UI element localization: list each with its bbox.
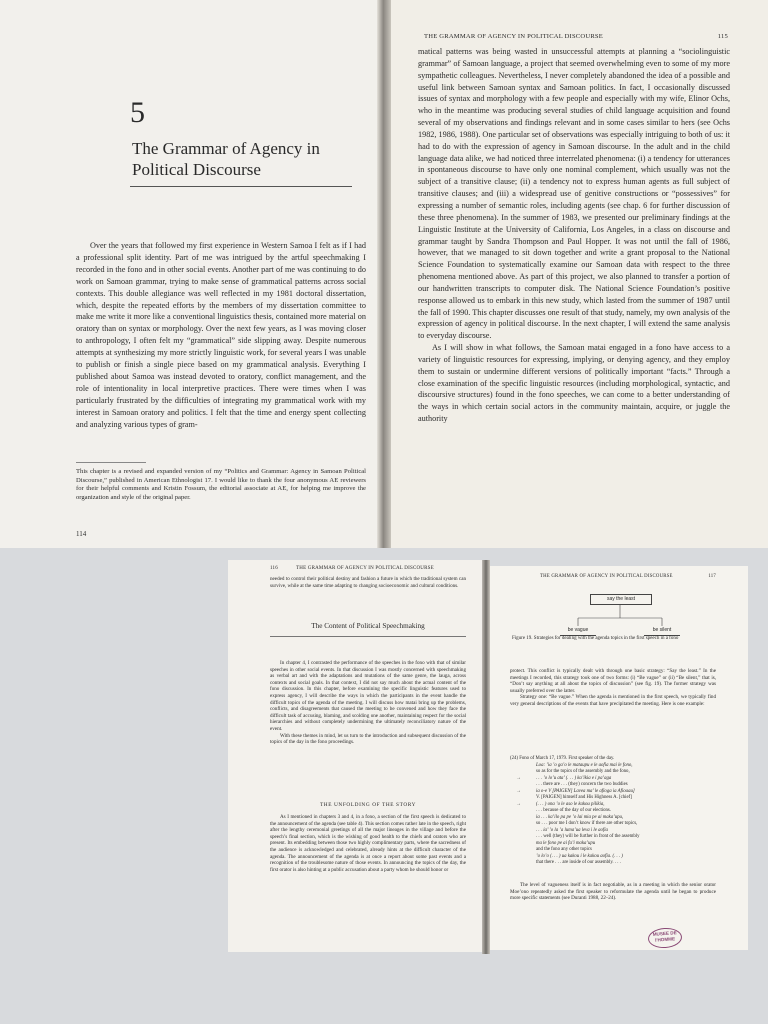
example-text: ma le fono pe ai fa’i maka’upu xyxy=(536,840,596,846)
page-116-paragraph-1: In chapter 4, I contrasted the performance of the speeches in the fono with that of similar speeches in other social events. In that discussion I was mostly concerned with speechmaking as verbal art and with the adaptations and mutations of the same genre, the lauga, across contexts and social goals. In that context, I did not say much about the actual content of the fono discussion. In this chapter, before examining the specific linguistic features used to express agency, I will describe the ways in which the participants in the event handle the difficult topics of the agenda of the meeting. I will discuss how matai bring up the problems, conflicts, and disagreements that caused the meeting to be convened and how they face the difficult task of accusing, blaming, and scolding one another, maintaining respect for the social hierarchies and without completely undermining the ultimately reconciliatory nature of the event. xyxy=(270,660,466,732)
page-117-paragraph-2: Strategy one: “Be vague.” When the agenda is mentioned in the first speech, we typically find very general descriptions of the events that have precipitated the meeting. Here is one example: xyxy=(510,694,716,707)
figure-node-be-silent: be silent xyxy=(644,626,680,636)
subsection-title: THE UNFOLDING OF THE STORY xyxy=(319,802,417,808)
figure-node-say-the-least: say the least xyxy=(590,594,652,605)
example-arrow: → xyxy=(516,775,521,781)
section-rule xyxy=(270,636,466,637)
page-number-117: 117 xyxy=(708,574,716,579)
chapter-title-line1: The Grammar of Agency in xyxy=(132,139,320,158)
example-line xyxy=(510,860,716,867)
page-114-body: Over the years that followed my first experience in Western Samoa I felt as if I had a professional split identity. Part of me was intrigued by the artful speechmaking I recorded in the fono and in other social events. Another part of me was continuing to do work on Samoan grammar, trying to make sense of grammatical patterns across social contexts. This double allegiance was well reflected in my 1981 doctoral dissertation, which, despite the repeated efforts by the members of my dissertation committee to make me write it more like a conventional linguistics thesis, contained more material on oratory than on syntax or morphology. Over the next few years, as I was moving closer to anthropology, I often felt my “grammatical” side slipping away. Despite numerous attempts at synthesizing my more strictly linguistic work, for several years I was unable to publish or finish a single piece based on my grammatical analysis. Everything I published about Samoa was instead devoted to oratory, conflict management, and the role of intentionality in local interpretive practices. There were times when I was particularly frustrated by the difficulties of integrating my grammatical work with my interest in Samoan oratory and politics. I felt that the time and energy spent collecting and analyzing various types of gram- xyxy=(76,241,366,429)
page-115-body xyxy=(418,46,730,425)
page-116 xyxy=(228,560,486,952)
example-text: ’o lo’o (. . . ) ua kakou i le kakou aofia. (. . . ) xyxy=(536,853,623,859)
example-text: V. [PAIGEN] himself and His Highness A. [chief] xyxy=(536,795,632,800)
example-text: that there . . . are inside of our assembly. . . . xyxy=(536,860,621,865)
example-text: ia o-e V [PAIGEN] Lavea ma’ le afioga ia Afioaau] xyxy=(536,788,635,794)
book-spine xyxy=(482,560,490,954)
chapter-note: This chapter is a revised and expanded version of my “Politics and Grammar: Agency in Samoan Political Discourse,” published in American Ethnologist 17. I would like to thank the four anonymous AE reviewers for their helpful comments and Kristin Fossum, the editorial associate at AE, for helping me improve the organization and style of the original paper. xyxy=(76,468,366,501)
example-text: so as for the topics of the assembly and the fono, xyxy=(536,769,630,774)
page-number-115: 115 xyxy=(717,33,728,40)
example-arrow: → xyxy=(516,801,521,807)
page-116-intro: needed to control their political destiny and fashion a future in which the traditional system can survive, while at the same time adapting to changing socioeconomic and cultural conditions. xyxy=(270,576,466,589)
running-head-title: THE GRAMMAR OF AGENCY IN POLITICAL DISCOURSE xyxy=(296,566,434,571)
figure-caption: Figure 19. Strategies for dealing with the agenda topics in the first speech in a fono xyxy=(512,636,679,641)
page-number-114: 114 xyxy=(76,530,87,538)
running-head-115 xyxy=(424,33,728,40)
example-text: . . . ’o lo’u ata’ (. . . ) ka’ikia e i pa’aga xyxy=(536,775,612,781)
book-gutter xyxy=(377,0,391,548)
running-head-title: THE GRAMMAR OF AGENCY IN POLITICAL DISCOURSE xyxy=(540,574,673,579)
page-115-paragraph-1: matical patterns was being wasted in unsuccessful attempts at planning a “sociolinguistic grammar” of Samoan language, a project that seemed overwhelming even to some of my more sympathetic colleagues. Nevertheless, I never completely abandoned the idea of a possible and useful link between Samoan syntax and Samoan politics. In fact, I occasionally discussed issues of syntax and morphology with a few people and especially with my wife, Elinor Ochs, who in the meantime was producing several studies of child language acquisition and found several of my observations and findings relevant and in some cases similar to hers (see Ochs 1982, 1986, 1988). One particular set of observations was especially intriguing to both of us: it had to do with the expression of agency in Samoan discourse. In the adult and in the child language data alike, we had noticed three interrelated phenomena: (i) a tendency for utterances in spontaneous discourse to have only one nominal complement, which usually was not the subject of a transitive clause; (ii) a tendency not to express human agents as full subject of transitive clauses; and (iii) a widespread use of genitive constructions or “possessives” for expressing a number of semantic roles, including agents (see chap. 6 for further discussion of these three phenomena). In the summer of 1983, we presented our preliminary findings at the Linguistic Institute at the University of California, Los Angeles, in a class on discourse and grammar taught by Sandra Thompson and Paul Hopper. It was not until the fall of 1986, however, that we managed to sit down together and write a grant proposal to the National Science Foundation to systematically examine our Samoan data with respect to the three phenomena mentioned above. As part of this project, we also planned to transfer a portion of our handwritten transcripts to computer disk. The National Science Foundation’s positive response allowed us to embark in this new study, which lasted from the summer of 1987 until the fall of 1990. This chapter discusses one result of that study, namely, my own analysis of the expression of agency in political discourse. In the next chapter, I will extend the same analysis to everyday discourse. xyxy=(418,47,730,341)
running-head-117 xyxy=(540,574,716,579)
example-arrow: → xyxy=(516,788,521,794)
example-text: and the fono any other topics xyxy=(536,847,592,852)
example-text: (. . . ) ona ’o le aso le kakou pilikia, xyxy=(536,801,605,807)
page-117-body xyxy=(510,668,716,708)
chapter-number: 5 xyxy=(130,96,145,129)
stamp-line-2: l'HOMME xyxy=(654,936,676,943)
section-title: The Content of Political Speechmaking xyxy=(311,622,425,630)
page-116-paragraph-2: With these themes in mind, let us turn to the introduction and subsequent discussion of the topics of the day in the fono proceedings. xyxy=(270,732,466,746)
page-number-116: 116 xyxy=(270,566,278,571)
page-117-paragraph-1: protect. This conflict is typically dealt with through one basic strategy: “Say the least.” In the meetings I recorded, this strategy took one of two forms: (i) “Be vague” or (ii) “Be silent,” that is, “Don’t say anything at all about the topics of discussion” (see fig. 19). The former strategy was usually preferred over the latter. xyxy=(510,668,716,694)
example-text: Loa: ’ia ’o ga’o le mataupu e le aofia mai le fono, xyxy=(536,762,633,768)
page-117-paragraph-3: The level of vagueness itself is in fact negotiable, as in a meeting in which the senior orator Moe’ono repeatedly asked the first speaker to reformulate the agenda until he began to produce more specific statements (see Duranti 1988, 22–24). xyxy=(510,882,716,902)
running-head-title: THE GRAMMAR OF AGENCY IN POLITICAL DISCOURSE xyxy=(424,33,604,40)
example-24 xyxy=(510,756,716,867)
example-text: . . . because of the day of our elections. xyxy=(536,808,611,813)
example-text: . . . well (they) will be further in front of the assembly xyxy=(536,834,640,839)
chapter-title xyxy=(132,138,332,180)
example-text: . . . ia’ ’o la ’a luma’ua leva i le aofia xyxy=(536,827,608,833)
figure-node-be-vague: be vague xyxy=(560,626,596,636)
stamp-line-1: MUSEE DE xyxy=(652,930,677,937)
example-text: ia . . . ka’ilo pa pe ’o lai mia pe ai maka’upu, xyxy=(536,814,624,820)
example-text: so . . . poor me I don’t know if there are other topics, xyxy=(536,821,638,826)
example-label: (24) Fono of March 17, 1979. First speaker of the day. xyxy=(510,756,615,761)
page-116-paragraph-3: As I mentioned in chapters 3 and 4, in a fono, a section of the first speech is dedicated to the announcement of the agenda (see table 4). This section comes rather late in the speech, right after the lengthy ceremonial greetings of all the major lineages in the village and before the speech’s final section, which is the wishing of good health to the chiefs and orators who are present. Its embedding between those two highly complimentary parts, where the sacredness of the audience is acknowledged and celebrated, already hints at the difficult character of the agenda. The announcement of the agenda is at once a report about some past events and a recognition of the troublesome nature of those events. In announcing the topics of the day, the first orator is also hinting at a public accusation about a party whom he should honor or xyxy=(270,814,466,873)
example-text: . . . there are . . . (they) concern the two buddies xyxy=(536,782,628,787)
chapter-title-rule xyxy=(130,186,352,187)
page-115-paragraph-2: As I will show in what follows, the Samoan matai engaged in a fono have access to a variety of linguistic resources for expressing, implying, or denying agency, and they employ them to sustain or undermine different versions of politically important “facts.” Through a close examination of the specific linguistic resources (including morphological, syntactic, and discoursive structures) found in the fono speeches, we can come to a better understanding of the ways in which certain social actors in the community maintain, acquire, or juggle the authority xyxy=(418,343,730,424)
page-116-body xyxy=(270,660,466,746)
footnote-rule xyxy=(76,462,146,463)
chapter-title-line2: Political Discourse xyxy=(132,160,261,179)
